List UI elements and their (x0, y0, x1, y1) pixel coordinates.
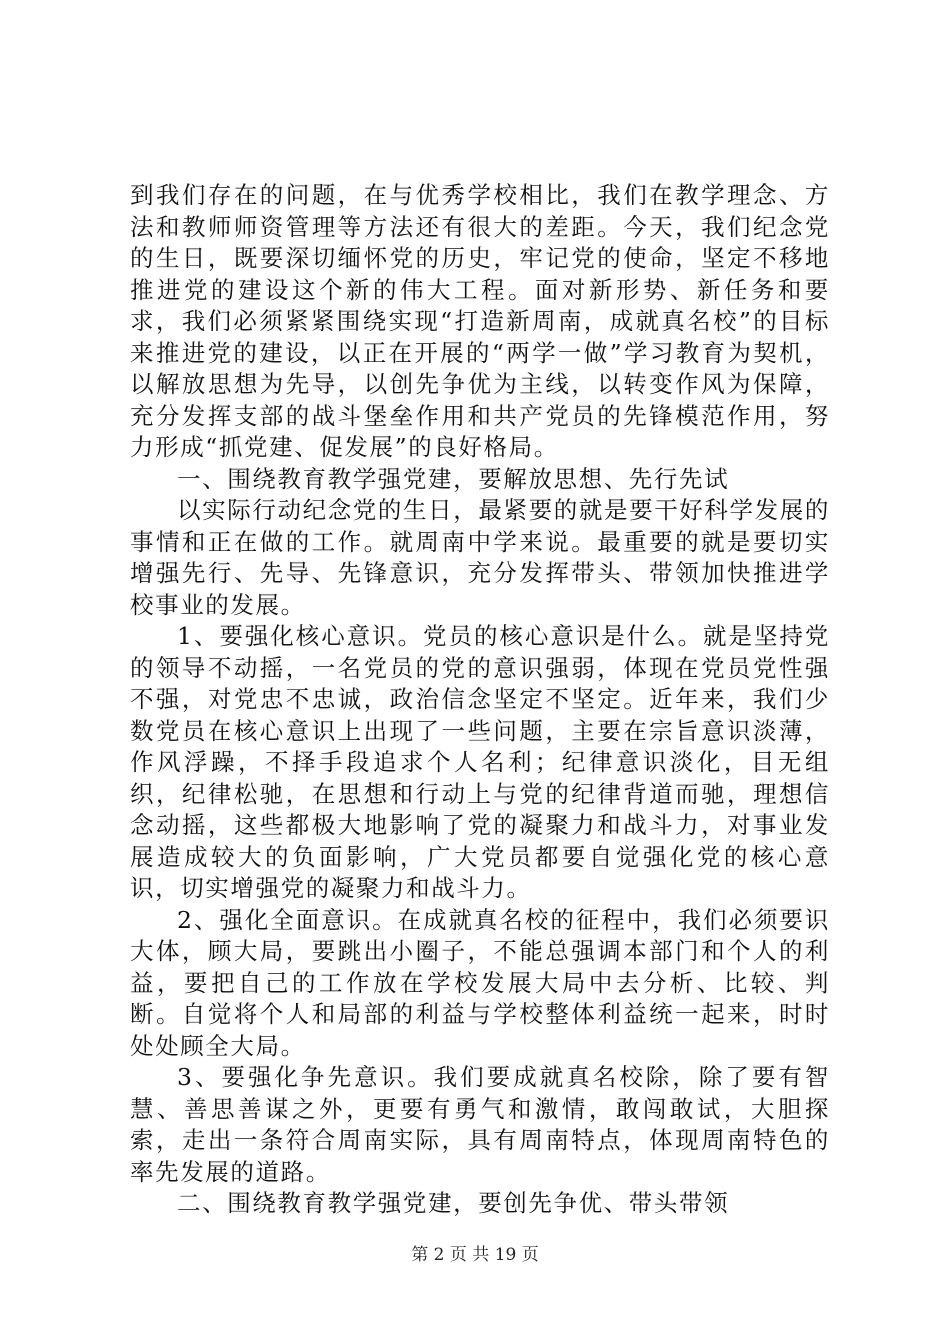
paragraph-core-awareness: 1、要强化核心意识。党员的核心意识是什么。就是坚持党的领导不动摇，一名党员的党的意识强弱，体现在党员党性强不强，对党忠不忠诚，政治信念坚定不坚定。近年来，我们少数党员在核心意识上出现了一些问题，主要在宗旨意识淡薄，作风浮躁，不择手段追求个人名利；纪律意识淡化，目无组织，纪律松驰，在思想和行动上与党的纪律背道而驰，理想信念动摇，这些都极大地影响了党的凝聚力和战斗力，对事业发展造成较大的负面影响，广大党员都要自觉强化党的核心意识，切实增强党的凝聚力和战斗力。 (130, 622, 830, 902)
section-heading-1: 一、围绕教育教学强党建，要解放思想、先行先试 (177, 464, 730, 493)
paragraph-pioneer-awareness: 3、要强化争先意识。我们要成就真名校除，除了要有智慧、善思善谋之外，更要有勇气和激情，敢闯敢试，大胆探索，走出一条符合周南实际，具有周南特点，体现周南特色的率先发展的道路。 (130, 1063, 830, 1186)
paragraph-intro: 到我们存在的问题，在与优秀学校相比，我们在教学理念、方法和教师师资管理等方法还有很大的差距。今天，我们纪念党的生日，既要深切缅怀党的历史，牢记党的使命，坚定不移地推进党的建设这个新的伟大工程。面对新形势、新任务和要求，我们必须紧紧围绕实现“打造新周南，成就真名校”的目标来推进党的建设，以正在开展的“两学一做”学习教育为契机，以解放思想为先导，以创先争优为主线，以转变作风为保障，充分发挥支部的战斗堡垒作用和共产党员的先锋模范作用，努力形成“抓党建、促发展”的良好格局。 (130, 181, 830, 461)
section-heading-2: 二、围绕教育教学强党建，要创先争优、带头带领 (177, 1189, 730, 1217)
page-number-footer: 第 2 页 共 19 页 (411, 1245, 539, 1265)
paragraph-overall-awareness: 2、强化全面意识。在成就真名校的征程中，我们必须要识大体，顾大局，要跳出小圈子，不能总强调本部门和个人的利益，要把自己的工作放在学校发展大局中去分析、比较、判断。自觉将个人和局部的利益与学校整体利益统一起来，时时处处顾全大局。 (130, 905, 830, 1060)
paragraph-section-1: 以实际行动纪念党的生日，最紧要的就是要干好科学发展的事情和正在做的工作。就周南中学来说。最重要的就是要切实增强先行、先导、先锋意识，充分发挥带头、带领加快推进学校事业的发展。 (130, 496, 830, 619)
document-body (130, 180, 830, 1220)
